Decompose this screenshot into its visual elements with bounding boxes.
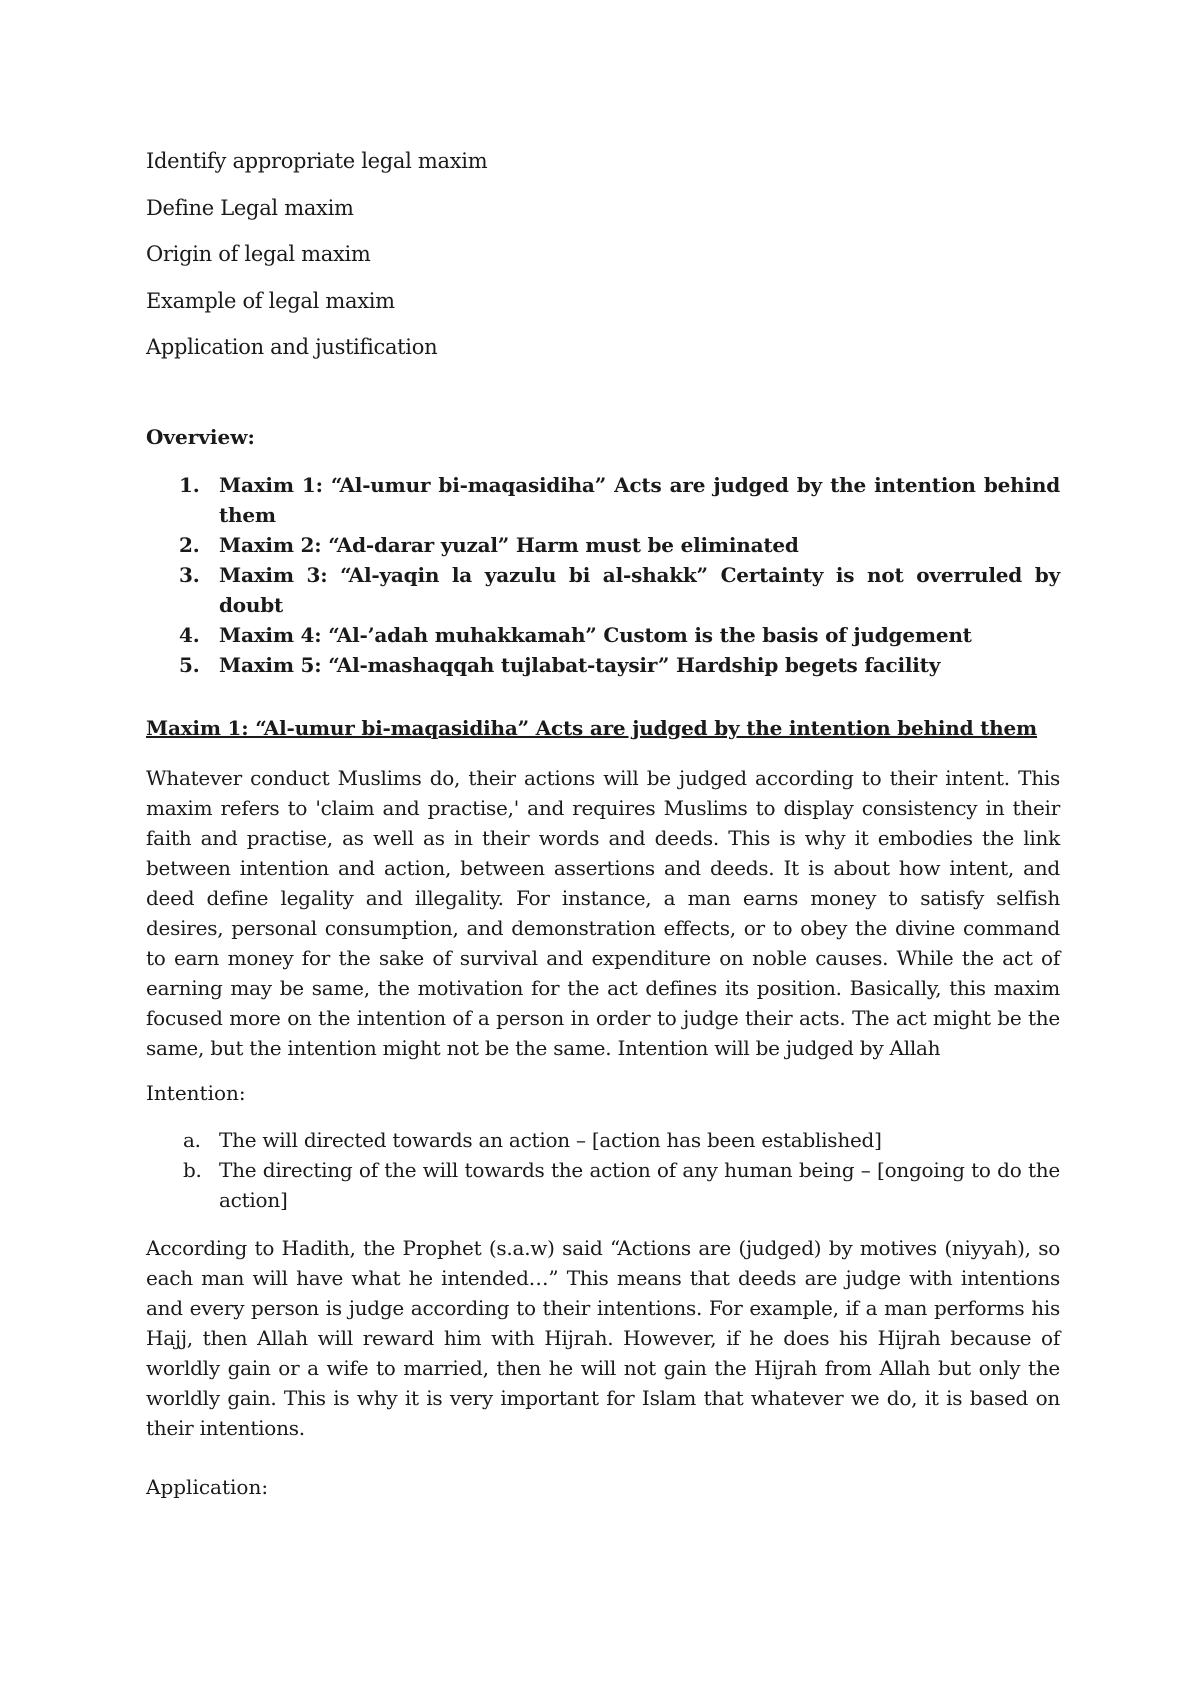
overview-item-number: 3. <box>179 563 200 587</box>
overview-item-text: Maxim 2: “Ad-darar yuzal” Harm must be eliminated <box>219 533 799 557</box>
overview-item-number: 4. <box>179 623 200 647</box>
intention-item-b <box>146 1155 1060 1215</box>
overview-heading: Overview: <box>146 425 255 449</box>
intention-label: Intention: <box>146 1081 246 1105</box>
overview-item-number: 1. <box>179 473 200 497</box>
topic-application: Application and justification <box>146 335 438 359</box>
overview-item-3 <box>146 560 1060 620</box>
body-paragraph-intent: Whatever conduct Muslims do, their actions will be judged according to their intent. This maxim refers to 'claim and practise,' and requires Muslims to display consistency in their faith and practise, as well as in their words and deeds. This is why it embodies the link between intention and action, between assertions and deeds. It is about how intent, and deed define legality and illegality. For instance, a man earns money to satisfy selfish desires, personal consumption, and demonstration effects, or to obey the divine command to earn money for the sake of survival and expenditure on noble causes. While the act of earning may be same, the motivation for the act defines its position. Basically, this maxim focused more on the intention of a person in order to judge their acts. The act might be the same, but the intention might not be the same. Intention will be judged by Allah <box>146 766 1060 1060</box>
overview-list <box>146 470 1060 680</box>
overview-item-text: Maxim 4: “Al-’adah muhakkamah” Custom is the basis of judgement <box>219 623 972 647</box>
overview-item-2 <box>146 530 1060 560</box>
overview-item-text: Maxim 1: “Al-umur bi-maqasidiha” Acts are judged by the intention behind them <box>219 473 1060 527</box>
overview-item-5 <box>146 650 1060 680</box>
body-paragraph-hadith: According to Hadith, the Prophet (s.a.w) said “Actions are (judged) by motives (niyyah), so each man will have what he intended…” This means that deeds are judge with intentions and every person is judge according to their intentions. For example, if a man performs his Hajj, then Allah will reward him with Hijrah. However, if he does his Hijrah because of worldly gain or a wife to married, then he will not gain the Hijrah from Allah but only the worldly gain. This is why it is very important for Islam that whatever we do, it is based on their intentions. <box>146 1236 1060 1440</box>
overview-item-number: 5. <box>179 653 200 677</box>
topic-define: Define Legal maxim <box>146 196 354 220</box>
overview-item-text: Maxim 3: “Al-yaqin la yazulu bi al-shakk” Certainty is not overruled by doubt <box>219 563 1060 617</box>
overview-item-text: Maxim 5: “Al-mashaqqah tujlabat-taysir” Hardship begets facility <box>219 653 941 677</box>
topic-identify: Identify appropriate legal maxim <box>146 149 488 173</box>
intention-item-text: The directing of the will towards the action of any human being – [ongoing to do the action] <box>219 1158 1060 1212</box>
intention-item-a <box>146 1125 1060 1155</box>
application-label: Application: <box>146 1475 269 1499</box>
topic-origin: Origin of legal maxim <box>146 242 371 266</box>
overview-item-4 <box>146 620 1060 650</box>
overview-item-number: 2. <box>179 533 200 557</box>
section-heading-maxim-1: Maxim 1: “Al-umur bi-maqasidiha” Acts are judged by the intention behind them <box>146 716 1037 740</box>
overview-item-1 <box>146 470 1060 530</box>
intention-item-mark: a. <box>183 1128 201 1152</box>
topic-example: Example of legal maxim <box>146 289 395 313</box>
intention-item-text: The will directed towards an action – [action has been established] <box>219 1128 882 1152</box>
intention-item-mark: b. <box>183 1158 202 1182</box>
intention-list <box>146 1125 1060 1215</box>
